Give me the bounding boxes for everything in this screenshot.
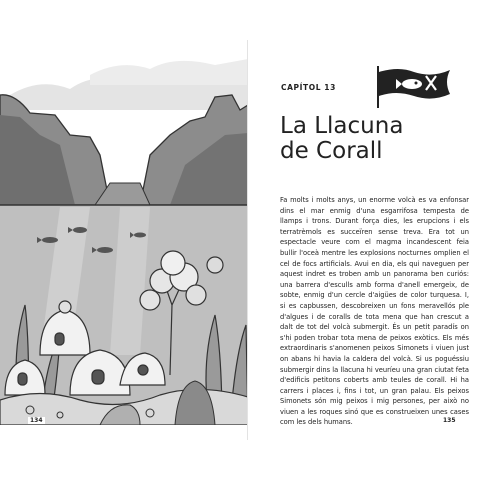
- pirate-flag-fish-icon: [374, 64, 454, 110]
- chapter-label: CAPÍTOL 13: [281, 83, 336, 92]
- right-page: [248, 0, 480, 480]
- page-number-left: 134: [30, 417, 43, 424]
- title-line-1: La Llacuna: [280, 113, 404, 139]
- title-line-2: de Corall: [280, 138, 383, 164]
- lagoon-illustration: [0, 55, 248, 425]
- chapter-title: [280, 114, 465, 164]
- body-text: Fa molts i molts anys, un enorme volcà es va enfonsar dins el mar enmig d'una esgarrifosa tempesta de llamps i trons. Durant força dies, les erupcions i els terratrèmols es succeïren sense treva. Era tot un espectacle veure com el magma incandescent feia bullir l'oceà mentre les explosions nocturnes omplien el cel de focs artificials. Avui en dia, els qui naveguen per aquest indret es troben amb un panorama ben curiós: una barrera d'esculls amb forma d'anell emergeix, de sobte, enmig d'un cercle d'aigües de color turquesa. I, si es capbussen, descobreixen un fons meravellós ple d'algues i de coralls de tota mena que han crescut a dalt de tot del volcà submergit. És un petit paradís on s'hi poden trobar tota mena de peixos exòtics. Els més extraordinaris s'anomenen peixos Simonets i viuen just on abans hi havia la caldera del volcà. Si us poguéssiu submergir dins la llacuna hi veuríeu una gran ciutat feta d'edificis petitons coberts amb teules de corall. Hi ha carrers i places i, fins i tot, un gran palau. Els peixos Simonets són mig peixos i mig persones, per això no viuen a les roques sinó que es construeixen unes cases com les dels humans.: [280, 196, 469, 427]
- body-paragraph: [280, 195, 469, 428]
- page-number-right: 135: [443, 417, 456, 424]
